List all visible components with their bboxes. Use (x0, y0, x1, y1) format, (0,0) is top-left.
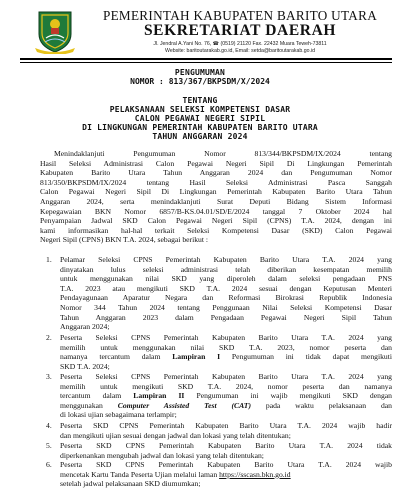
list-item-line: Anggaran 2024; (60, 322, 110, 332)
list-item-line: untuk menggunakan nilai SKD yang diperoleh dalam seleksi pengadaan PNS (60, 274, 392, 284)
agency-name: PEMERINTAH KABUPATEN BARITO UTARA (102, 8, 378, 23)
intro-line: Hasil Seleksi Administrasi Calon Pegawai Negeri Sipil Di Lingkungan Pemerintah (40, 158, 392, 168)
announcement-number: NOMOR : 813/367/BKPSDM/X/2024 (130, 77, 270, 86)
office-name: SEKRETARIAT DAERAH (143, 22, 337, 39)
list-item-line: memilih untuk mengikuti SKD T.A. 2024, nomor peserta dan namanya (60, 381, 392, 391)
list-item-line: memilih untuk menggunakan nilai SKD T.A. 2023, nomor peserta dan (60, 342, 392, 352)
intro-line: Calon Pegawai Negeri Sipil Di Lingkungan Pemerintah Kabupaten Barito Utara Tahun (40, 187, 392, 197)
list-item-line: Nomor 344 Tahun 2024 tentang Penggunaan Nilai Seleksi Kompetensi Dasar (60, 302, 392, 312)
regency-emblem-logo (33, 8, 77, 54)
list-item-line: setelah jadwal pelaksanaan SKD diumumkan; (60, 479, 201, 489)
list-item-line: Peserta SKD CPNS Pemerintah Kabupaten Barito Utara T.A. 2024 wajib (60, 460, 392, 469)
list-item-text: menggunakan (60, 400, 118, 410)
list-item-number: 1. (46, 255, 52, 264)
list-item-line: Pelamar Seleksi CPNS Pemerintah Kabupaten Barito Utara T.A. 2024 yang (60, 255, 392, 264)
list-item-number: 5. (46, 441, 52, 450)
list-item-text: tercantum dalam (60, 391, 134, 401)
list-item-line: Peserta Seleksi CPNS Pemerintah Kabupaten Barito Utara T.A. 2024 yang (60, 372, 392, 381)
list-item-line: dan mengikuti ujian sesuai dengan jadwal dan lokasi yang telah ditentukan; (60, 430, 291, 440)
intro-paragraph (40, 149, 392, 245)
list-item-line: diperkenankan mengubah jadwal dan lokasi yang telah ditentukan; (60, 450, 264, 460)
list-item-line: Peserta SKD CPNS Pemerintah Kabupaten Barito Utara T.A. 2024 tidak (60, 441, 392, 450)
letterhead-rule-thin (20, 62, 392, 63)
list-item-line (60, 391, 392, 401)
list-item-line (60, 401, 392, 411)
list-item-text: Pengumuman ini tidak dapat mengikuti (220, 352, 392, 362)
intro-line: 813/350/BKPSDM/IX/2024 tentang Hasil Seleksi Administrasi Pasca Sanggah (40, 177, 392, 187)
list-item-number: 3. (46, 372, 52, 381)
announcement-title-line: TAHUN ANGGARAN 2024 (152, 132, 248, 141)
attachment-reference: Lampiran II (133, 391, 185, 401)
attachment-reference: Lampiran I (172, 352, 221, 362)
intro-line: Penyampaian Jadwal SKD Calon Pegawai Negeri Sipil (CPNS) T.A. 2024, dengan ini (40, 216, 392, 226)
intro-line: kami informasikan hal-hal terkait Seleksi Kompetensi Dasar (SKD) Calon Pegawai (40, 225, 392, 235)
list-item-line: Tahun Anggaran 2023 dalam Pengadaan Pegawai Negeri Sipil Tahun (60, 312, 392, 322)
list-item-text: mencetak Kartu Tanda Peserta Ujian melalui laman (60, 469, 220, 479)
list-item-text: namanya tercantum dalam (60, 352, 173, 362)
list-item-line: di lokasi ujian sebagaimana terlampir; (60, 410, 177, 420)
announcement-title-line: CALON PEGAWAI NEGERI SIPIL (134, 114, 266, 123)
list-item-number: 2. (46, 333, 52, 342)
list-item-line: dinyatakan lulus seleksi administrasi telah diberikan kesempatan memilih (60, 264, 392, 274)
intro-line: Negeri Sipil (CPNS) BKN T.A. 2024, sebagai berikut : (40, 235, 209, 245)
intro-line: Menindaklanjuti Pengumuman Nomor 813/344/BKPSDM/IX/2024 tentang (54, 149, 392, 158)
list-item-line: Peserta Seleksi CPNS Pemerintah Kabupaten Barito Utara T.A. 2024 yang (60, 333, 392, 342)
announcement-title-line: PELAKSANAAN SELEKSI KOMPETENSI DASAR (109, 105, 291, 114)
list-item-line (60, 352, 392, 362)
letterhead-rule-thick (20, 58, 392, 60)
list-item-text: pada waktu pelaksanaan dan (250, 400, 392, 410)
list-item-text: Pengumuman ini wajib mengikuti SKD dengan (184, 391, 392, 401)
list-item-line: T.A. 2023 atau mengikuti SKD T.A. 2024 sesuai dengan Keputusan Menteri (60, 283, 392, 293)
announcement-about: TENTANG (182, 96, 218, 105)
announcement-title-line: DI LINGKUNGAN PEMERINTAH KABUPATEN BARITO UTARA (82, 123, 318, 132)
sscasn-link[interactable]: https://sscasn.bkn.go.id (219, 469, 291, 479)
list-item-line: SKD T.A. 2024; (60, 361, 110, 371)
intro-line: Kabupaten Barito Utara Tahun Anggaran 2024 dan Pengumuman Nomor (40, 168, 392, 178)
cat-term: Computer Assisted Test (CAT) (117, 400, 251, 410)
list-item-line: Peserta SKD CPNS Pemerintah Kabupaten Barito Utara T.A. 2024 wajib hadir (60, 421, 392, 430)
intro-line: Anggaran 2024, serta menindaklanjuti Surat Deputi Bidang Sistem Informasi (40, 196, 392, 206)
office-address: Jl. Jendral A.Yani No. 76, ☎ (0519) 21120 Fax. 22432 Muara Teweh-73811 (153, 41, 327, 47)
list-item-number: 6. (46, 460, 52, 469)
list-item-number: 4. (46, 421, 52, 430)
list-item-line: Pendayagunaan Aparatur Negara dan Reformasi Birokrasi Republik Indonesia (60, 293, 392, 303)
list-item-line (60, 470, 392, 480)
announcement-heading: PENGUMUMAN (174, 68, 226, 77)
intro-line: Kepegawaian BKN Nomor 6857/B-KS.04.01/SD/E/2024 tanggal 7 Oktober 2024 hal (40, 206, 392, 216)
office-contact: Website: baritoutarakab.go.id, Email: setda@baritoutarakab.go.id (165, 48, 315, 54)
